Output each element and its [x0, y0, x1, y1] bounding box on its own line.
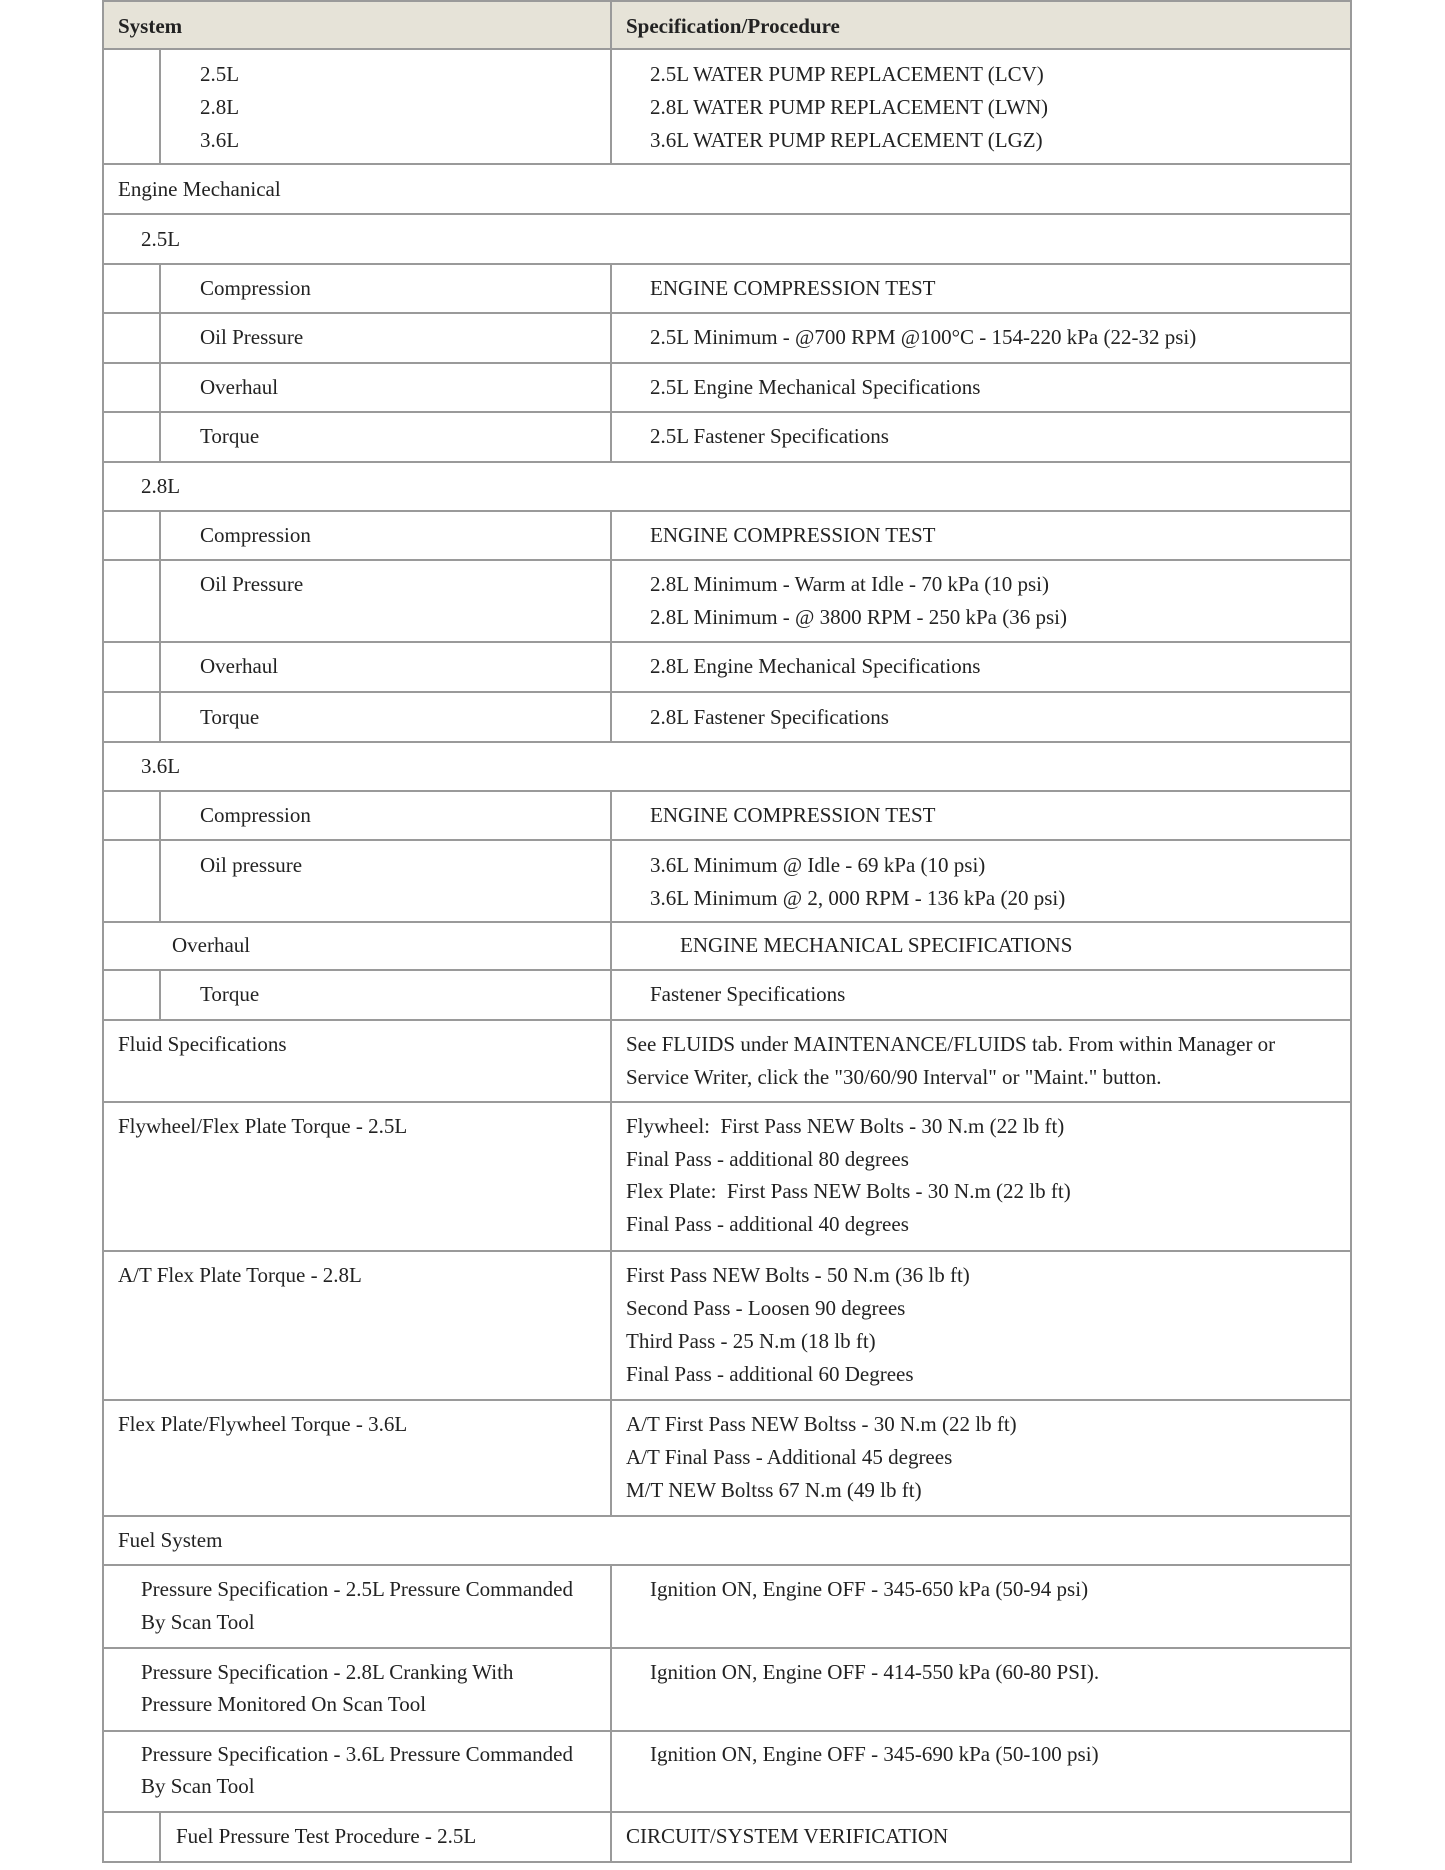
row-label-cell — [104, 265, 612, 312]
row-value-cell — [612, 1021, 1350, 1101]
row-value-cell — [612, 265, 1350, 312]
table-row-36-oil — [102, 841, 1352, 923]
table-row-25-torque — [102, 413, 1352, 463]
row-label-line: Pressure Specification - 3.6L Pressure Commanded — [141, 1742, 573, 1766]
subsection-cell — [104, 215, 1350, 263]
water-pump-engine-36: 3.6L — [200, 128, 240, 152]
row-label-cell — [104, 1566, 612, 1647]
water-pump-procedure-link-28[interactable]: 2.8L WATER PUMP REPLACEMENT (LWN) — [650, 95, 1049, 119]
section-cell — [104, 1517, 1350, 1564]
row-value-line: Final Pass - additional 40 degrees — [626, 1212, 909, 1236]
indent-bar — [159, 561, 161, 641]
row-label-cell — [104, 1649, 612, 1730]
indent-bar — [159, 792, 161, 839]
row-label: Fluid Specifications — [118, 1032, 287, 1056]
section-row-engine-mechanical — [102, 165, 1352, 215]
row-value-cell — [612, 1649, 1350, 1730]
row-label-cell — [104, 413, 612, 461]
row-value-line: Final Pass - additional 60 Degrees — [626, 1362, 914, 1386]
indent-bar — [159, 364, 161, 411]
table-row-36-overhaul — [102, 923, 1352, 971]
row-label: Overhaul — [172, 933, 251, 957]
row-value-cell — [612, 413, 1350, 461]
subsection-cell — [104, 463, 1350, 510]
row-label-cell — [104, 923, 612, 969]
water-pump-procedure-link-36[interactable]: 3.6L WATER PUMP REPLACEMENT (LGZ) — [650, 128, 1043, 152]
indent-bar — [159, 265, 161, 312]
row-value-cell — [612, 314, 1350, 362]
table-row-25-overhaul — [102, 364, 1352, 413]
row-label-cell — [104, 841, 612, 921]
row-value-line: Service Writer, click the "30/60/90 Interval" or "Maint." button. — [626, 1065, 1162, 1089]
row-label-line: Pressure Monitored On Scan Tool — [141, 1692, 427, 1716]
row-label-cell — [104, 561, 612, 641]
section-cell — [104, 165, 1350, 213]
table-row-fuel-pressure-36 — [102, 1732, 1352, 1813]
row-value-line: Third Pass - 25 N.m (18 lb ft) — [626, 1329, 876, 1353]
row-value-cell — [612, 1401, 1350, 1515]
row-label-cell — [104, 1401, 612, 1515]
row-label-line: Pressure Specification - 2.8L Cranking With — [141, 1660, 514, 1684]
table-header-row — [102, 0, 1352, 50]
row-label: Flywheel/Flex Plate Torque - 2.5L — [118, 1114, 408, 1138]
row-value-line: Flywheel: First Pass NEW Bolts - 30 N.m (22 lb ft) — [626, 1114, 1065, 1138]
row-label: Fuel Pressure Test Procedure - 2.5L — [176, 1824, 477, 1848]
row-label-cell — [104, 1732, 612, 1811]
subsection-label-36: 3.6L — [141, 754, 181, 778]
row-label-cell — [104, 364, 612, 411]
row-value-line: Final Pass - additional 80 degrees — [626, 1147, 909, 1171]
row-value-cell — [612, 643, 1350, 691]
table-row-28-torque — [102, 693, 1352, 743]
overhaul-specs-link-25[interactable]: 2.5L Engine Mechanical Specifications — [650, 375, 981, 399]
table-row-flex-36 — [102, 1401, 1352, 1517]
table-row-fluid — [102, 1021, 1352, 1103]
row-value-cell — [612, 1566, 1350, 1647]
row-label-cell — [104, 1252, 612, 1399]
subsection-row-36 — [102, 743, 1352, 792]
row-value-cell — [612, 792, 1350, 839]
row-label: Compression — [200, 276, 311, 300]
row-value-cell — [612, 561, 1350, 641]
row-value-cell — [612, 1103, 1350, 1250]
indent-bar — [159, 693, 161, 741]
table-row-fuel-pressure-28 — [102, 1649, 1352, 1732]
row-value-line: Flex Plate: First Pass NEW Bolts - 30 N.m (22 lb ft) — [626, 1179, 1071, 1203]
row-label: Overhaul — [200, 375, 279, 399]
table-row-28-compression — [102, 512, 1352, 561]
row-value-cell — [612, 693, 1350, 741]
overhaul-specs-link-28[interactable]: 2.8L Engine Mechanical Specifications — [650, 654, 981, 678]
indent-bar — [159, 841, 161, 921]
water-pump-procedure-cell — [612, 50, 1350, 163]
table-row-36-compression — [102, 792, 1352, 841]
table-row-flywheel-25 — [102, 1103, 1352, 1252]
table-row-25-oil — [102, 314, 1352, 364]
subsection-row-28 — [102, 463, 1352, 512]
water-pump-engine-28: 2.8L — [200, 95, 240, 119]
row-label: Overhaul — [200, 654, 279, 678]
row-label-cell — [104, 792, 612, 839]
section-title-fuel-system: Fuel System — [118, 1528, 223, 1552]
row-value-line: See FLUIDS under MAINTENANCE/FLUIDS tab. From within Manager or — [626, 1032, 1276, 1056]
row-value-line: 3.6L Minimum @ Idle - 69 kPa (10 psi) — [650, 853, 986, 877]
section-row-fuel-system — [102, 1517, 1352, 1566]
row-label: Torque — [200, 705, 260, 729]
fastener-specs-link-36[interactable]: Fastener Specifications — [650, 982, 846, 1006]
row-label-cell — [104, 1813, 612, 1861]
water-pump-engine-cell — [104, 50, 612, 163]
row-label-cell — [104, 314, 612, 362]
compression-test-link-25[interactable]: ENGINE COMPRESSION TEST — [650, 276, 936, 300]
indent-bar — [159, 314, 161, 362]
table-row-fuel-test — [102, 1813, 1352, 1863]
header-system: System — [118, 14, 183, 38]
row-value-cell — [612, 1813, 1350, 1861]
indent-bar — [159, 643, 161, 691]
header-cell-spec — [612, 2, 1350, 48]
row-value-cell — [612, 1732, 1350, 1811]
row-label-line: By Scan Tool — [141, 1610, 255, 1634]
indent-bar — [159, 50, 161, 163]
subsection-cell — [104, 743, 1350, 790]
water-pump-procedure-link-25[interactable]: 2.5L WATER PUMP REPLACEMENT (LCV) — [650, 62, 1044, 86]
row-value: Ignition ON, Engine OFF - 345-650 kPa (50-94 psi) — [650, 1577, 1089, 1601]
table-row-36-torque — [102, 971, 1352, 1021]
table-row-28-oil — [102, 561, 1352, 643]
row-label-line: Pressure Specification - 2.5L Pressure Commanded — [141, 1577, 573, 1601]
indent-bar — [159, 971, 161, 1019]
table-row-25-compression — [102, 265, 1352, 314]
section-title-engine-mechanical: Engine Mechanical — [118, 177, 281, 201]
row-label: A/T Flex Plate Torque - 2.8L — [118, 1263, 362, 1287]
row-value-cell — [612, 971, 1350, 1019]
row-label: Torque — [200, 424, 260, 448]
row-value-line: 2.8L Minimum - @ 3800 RPM - 250 kPa (36 psi) — [650, 605, 1067, 629]
fastener-specs-link-28[interactable]: 2.8L Fastener Specifications — [650, 705, 889, 729]
row-value-line: A/T First Pass NEW Boltss - 30 N.m (22 lb ft) — [626, 1412, 1017, 1436]
water-pump-engine-25: 2.5L — [200, 62, 240, 86]
compression-test-link-28[interactable]: ENGINE COMPRESSION TEST — [650, 523, 936, 547]
row-label: Oil Pressure — [200, 325, 304, 349]
header-cell-system — [104, 2, 612, 48]
table-row-flex-28 — [102, 1252, 1352, 1401]
circuit-verification-link[interactable]: CIRCUIT/SYSTEM VERIFICATION — [626, 1824, 949, 1848]
indent-bar — [159, 1813, 161, 1861]
row-value: 2.5L Minimum - @700 RPM @100°C - 154-220 kPa (22-32 psi) — [650, 325, 1197, 349]
subsection-label-25: 2.5L — [141, 227, 181, 251]
row-value-line: First Pass NEW Bolts - 50 N.m (36 lb ft) — [626, 1263, 970, 1287]
indent-bar — [159, 413, 161, 461]
table-row-fuel-pressure-25 — [102, 1566, 1352, 1649]
row-label: Compression — [200, 523, 311, 547]
row-label-cell — [104, 693, 612, 741]
subsection-row-25 — [102, 215, 1352, 265]
row-label-cell — [104, 643, 612, 691]
row-label-cell — [104, 1021, 612, 1101]
indent-bar — [159, 512, 161, 559]
subsection-label-28: 2.8L — [141, 474, 181, 498]
row-label: Flex Plate/Flywheel Torque - 3.6L — [118, 1412, 408, 1436]
compression-test-link-36[interactable]: ENGINE COMPRESSION TEST — [650, 803, 936, 827]
row-label-cell — [104, 971, 612, 1019]
row-label: Compression — [200, 803, 311, 827]
row-value: Ignition ON, Engine OFF - 345-690 kPa (50-100 psi) — [650, 1742, 1099, 1766]
table-row-water-pump — [102, 50, 1352, 165]
row-value-line: A/T Final Pass - Additional 45 degrees — [626, 1445, 953, 1469]
row-label-cell — [104, 1103, 612, 1250]
row-value: Ignition ON, Engine OFF - 414-550 kPa (60-80 PSI). — [650, 1660, 1100, 1684]
row-label: Torque — [200, 982, 260, 1006]
row-label: Oil pressure — [200, 853, 303, 877]
row-value-cell — [612, 1252, 1350, 1399]
row-value-cell — [612, 923, 1350, 969]
row-value-line: Second Pass - Loosen 90 degrees — [626, 1296, 906, 1320]
fastener-specs-link-25[interactable]: 2.5L Fastener Specifications — [650, 424, 889, 448]
row-label: Oil Pressure — [200, 572, 304, 596]
row-value-line: M/T NEW Boltss 67 N.m (49 lb ft) — [626, 1478, 922, 1502]
row-value-cell — [612, 841, 1350, 921]
table-row-28-overhaul — [102, 643, 1352, 693]
row-value-line: 2.8L Minimum - Warm at Idle - 70 kPa (10 psi) — [650, 572, 1049, 596]
row-label-cell — [104, 512, 612, 559]
row-value-line: 3.6L Minimum @ 2, 000 RPM - 136 kPa (20 psi) — [650, 886, 1066, 910]
row-value-cell — [612, 512, 1350, 559]
row-label-line: By Scan Tool — [141, 1774, 255, 1798]
header-spec: Specification/Procedure — [626, 14, 840, 38]
row-value-cell — [612, 364, 1350, 411]
overhaul-specs-link-36[interactable]: ENGINE MECHANICAL SPECIFICATIONS — [680, 933, 1073, 957]
